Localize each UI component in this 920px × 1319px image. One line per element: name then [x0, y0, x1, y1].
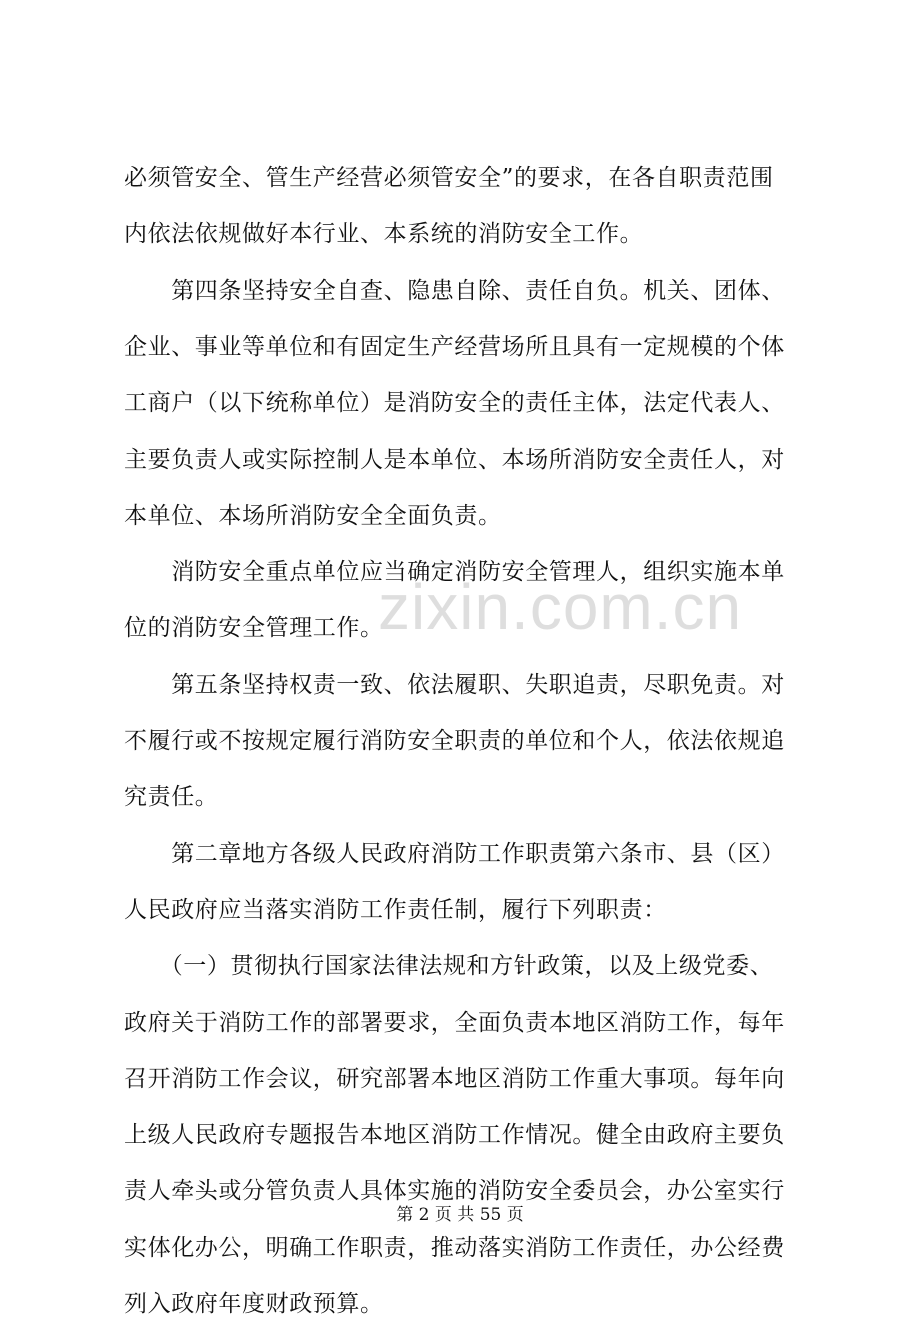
text-line: 责人牵头或分管负责人具体实施的消防安全委员会，办公室实行 [124, 1178, 785, 1205]
text-line: 主要负责人或实际控制人是本单位、本场所消防安全责任人，对 [124, 446, 785, 473]
text-line: 实体化办公，明确工作职责，推动落实消防工作责任，办公经费 [124, 1234, 785, 1261]
text-line: 列入政府年度财政预算。 [124, 1291, 384, 1317]
text-line: 召开消防工作会议，研究部署本地区消防工作重大事项。每年向 [124, 1065, 785, 1092]
text-line: （一）贯彻执行国家法律法规和方针政策，以及上级党委、 [124, 953, 774, 980]
page-footer: 第 2 页 共 55 页 [396, 1205, 524, 1225]
text-line: 人民政府应当落实消防工作责任制，履行下列职责： [124, 896, 667, 923]
watermark: zixin.com.cn [378, 571, 743, 643]
text-line: 第四条坚持安全自查、隐患自除、责任自负。机关、团体、 [124, 277, 785, 304]
text-line: 究责任。 [124, 784, 219, 811]
text-line: 内依法依规做好本行业、本系统的消防安全工作。 [124, 221, 644, 248]
text-line: 本单位、本场所消防安全全面负责。 [124, 502, 502, 529]
text-line: 上级人民政府专题报告本地区消防工作情况。健全由政府主要负 [124, 1122, 785, 1149]
text-line: 企业、事业等单位和有固定生产经营场所且具有一定规模的个体 [124, 333, 785, 360]
text-line: 消防安全重点单位应当确定消防安全管理人，组织实施本单 [124, 559, 785, 586]
text-line: 第二章地方各级人民政府消防工作职责第六条市、县（区） [124, 840, 785, 867]
text-line: 不履行或不按规定履行消防安全职责的单位和个人，依法依规追 [124, 728, 785, 754]
text-line: 第五条坚持权责一致、依法履职、失职追责，尽职免责。对 [124, 671, 785, 698]
text-line: 工商户（以下统称单位）是消防安全的责任主体，法定代表人、 [124, 390, 785, 417]
text-line: 政府关于消防工作的部署要求，全面负责本地区消防工作，每年 [124, 1009, 785, 1036]
text-line: 必须管安全、管生产经营必须管安全”的要求，在各自职责范围 [124, 165, 774, 191]
text-line: 位的消防安全管理工作。 [124, 615, 384, 642]
